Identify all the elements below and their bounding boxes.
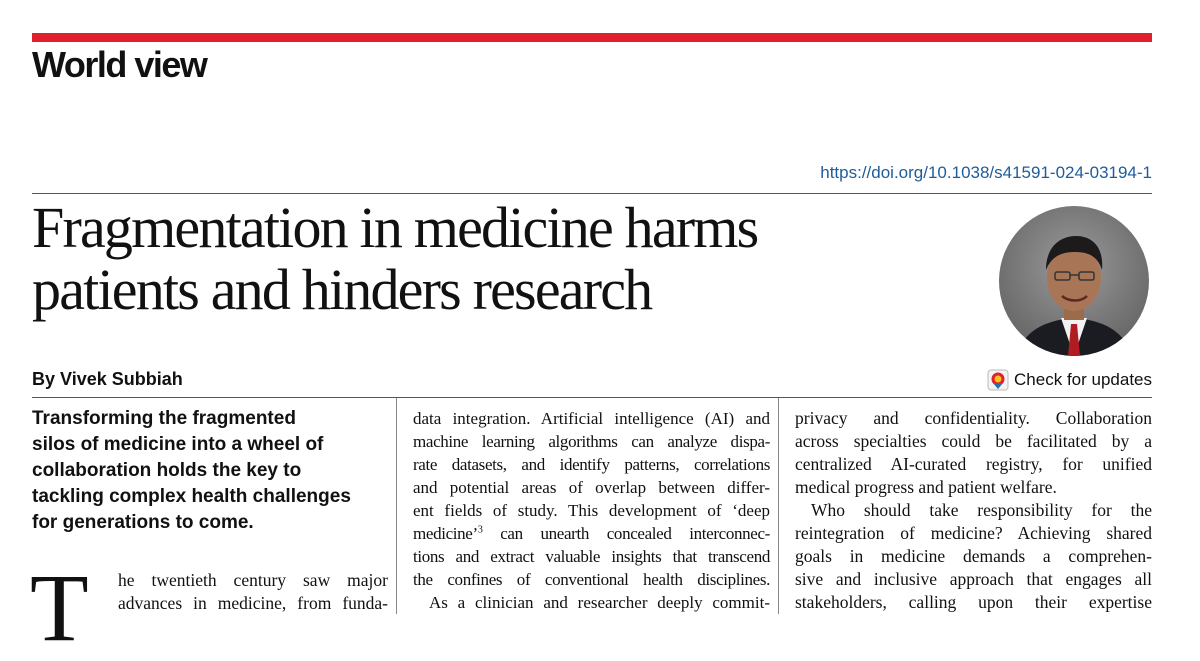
standfirst-line: tackling complex health challenges: [32, 486, 351, 507]
body-text: medicine’: [413, 524, 478, 543]
doi-link[interactable]: https://doi.org/10.1038/s41591-024-03194-1: [820, 163, 1152, 182]
standfirst-line: Transforming the fragmented: [32, 408, 296, 429]
column-divider: [778, 398, 779, 614]
body-line: sive and inclusive approach that engages all: [795, 569, 1152, 589]
body-line: ent fields of study. This development of ‘deep: [413, 501, 770, 520]
byline: By Vivek Subbiah: [32, 369, 183, 389]
body-line: data integration. Artificial intelligence (AI) and: [413, 409, 770, 428]
body-line: tions and extract valuable insights that transcend: [413, 547, 770, 566]
standfirst-line: silos of medicine into a wheel of: [32, 434, 324, 455]
author-portrait-icon: [999, 206, 1149, 356]
body-line: Who should take responsibility for the: [811, 500, 1152, 520]
body-line: stakeholders, calling upon their expertise: [795, 592, 1152, 612]
body-line: machine learning algorithms can analyze dispa-: [413, 432, 770, 451]
author-photo: [999, 206, 1149, 356]
body-line: [413, 522, 770, 545]
standfirst-line: for generations to come.: [32, 512, 254, 533]
standfirst: [32, 406, 377, 536]
body-line: advances in medicine, from funda-: [118, 593, 388, 613]
body-line: he twentieth century saw major: [118, 570, 388, 590]
drop-cap: T: [30, 554, 89, 661]
body-column-3: [795, 407, 1152, 614]
body-column-1: [118, 569, 388, 615]
body-line: medical progress and patient welfare.: [795, 477, 1057, 497]
header-divider: [32, 193, 1152, 194]
headline-line: Fragmentation in medicine harms: [32, 195, 758, 260]
body-line: goals in medicine demands a comprehen-: [795, 546, 1152, 566]
body-line: the confines of conventional health disciplines.: [413, 570, 770, 589]
crossmark-icon: [987, 369, 1009, 391]
body-line: and potential areas of overlap between differ-: [413, 478, 770, 497]
check-for-updates-button[interactable]: [987, 369, 1152, 391]
body-text: can unearth concealed interconnec-: [482, 524, 770, 543]
standfirst-line: collaboration holds the key to: [32, 460, 302, 481]
article-headline: [32, 197, 962, 321]
byline-divider: [32, 397, 1152, 398]
section-label: World view: [32, 44, 207, 85]
body-line: As a clinician and researcher deeply commit-: [429, 593, 770, 612]
body-line: privacy and confidentiality. Collaboration: [795, 408, 1152, 428]
citation-ref[interactable]: 3: [477, 524, 483, 536]
section-accent-bar: [32, 33, 1152, 42]
headline-line: patients and hinders research: [32, 257, 652, 322]
body-line: reintegration of medicine? Achieving shared: [795, 523, 1152, 543]
check-for-updates-label: Check for updates: [1014, 370, 1152, 389]
body-column-2: [413, 407, 770, 614]
body-line: across specialties could be facilitated by a: [795, 431, 1152, 451]
body-line: rate datasets, and identify patterns, correlations: [413, 455, 770, 474]
body-line: centralized AI-curated registry, for unified: [795, 454, 1152, 474]
column-divider: [396, 398, 397, 614]
